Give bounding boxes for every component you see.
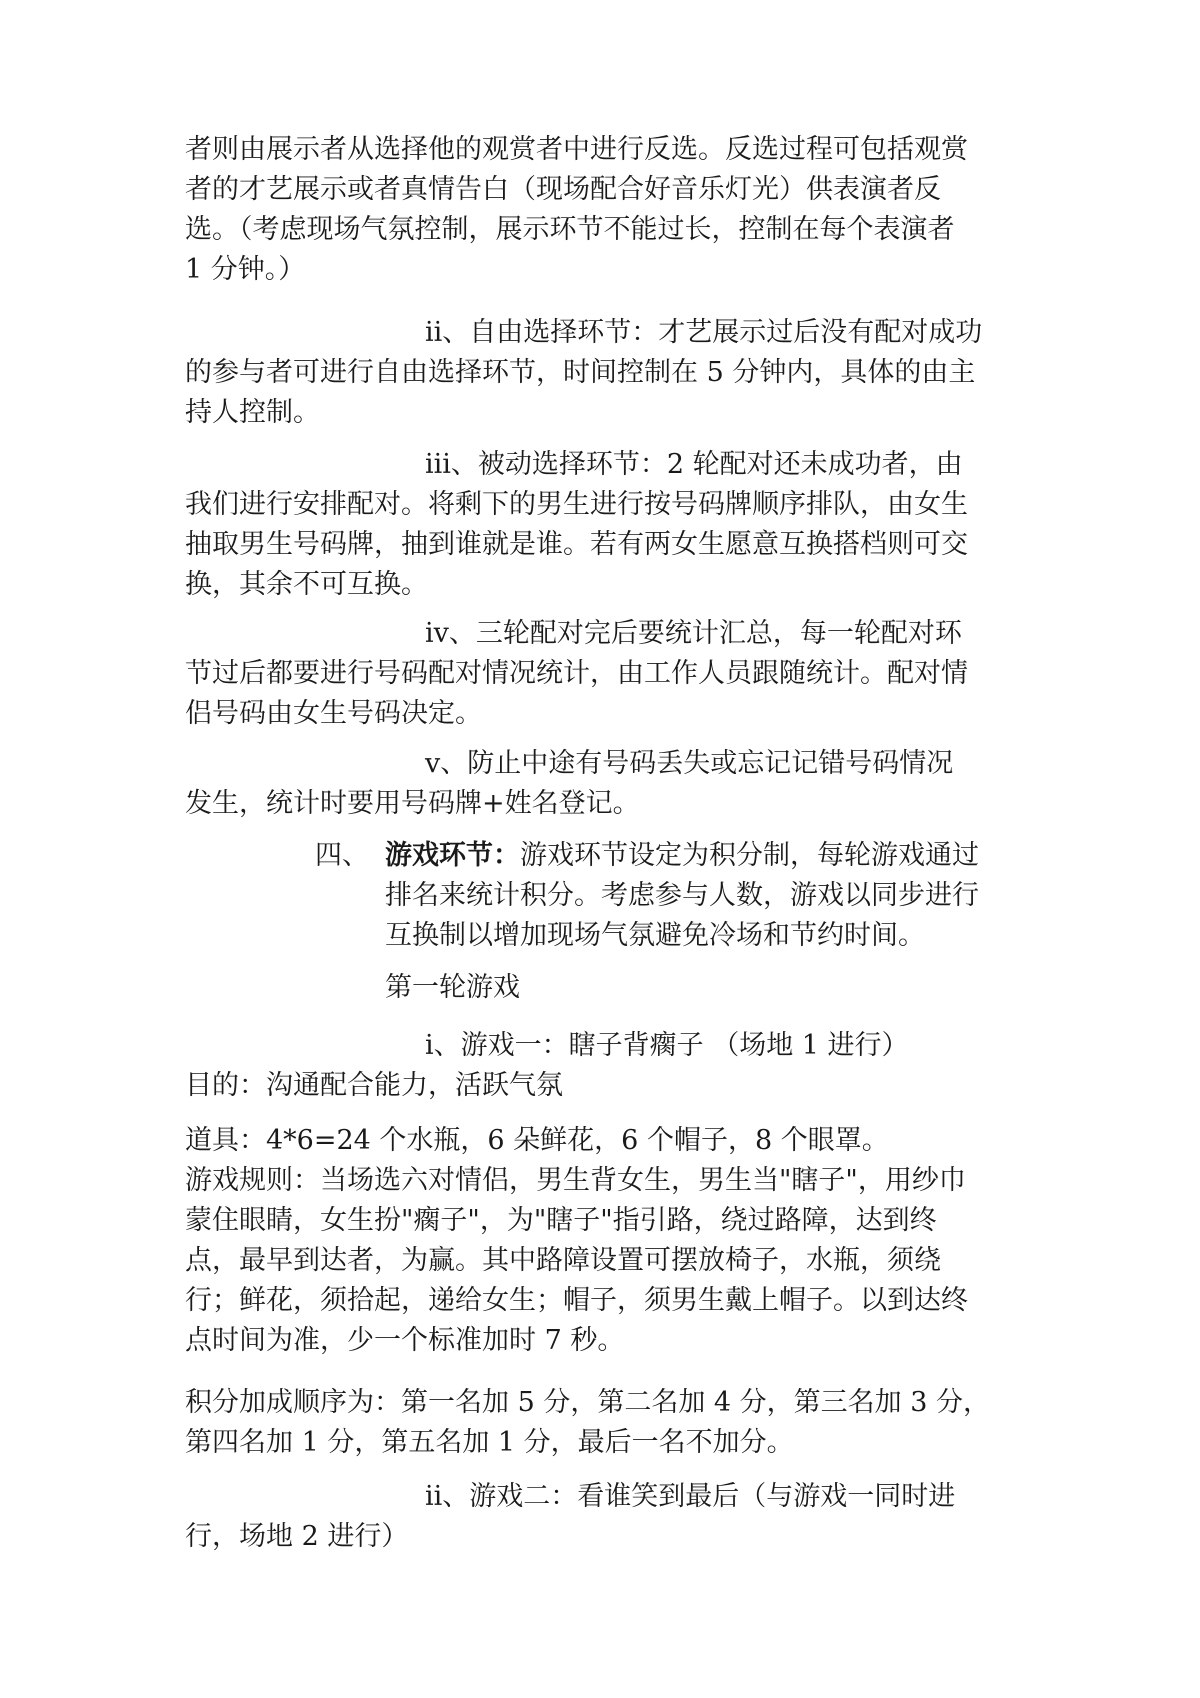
text-line: 互换制以增加现场气氛避免冷场和节约时间。	[385, 920, 925, 951]
paragraph-free-selection	[185, 313, 1015, 433]
section-number: 四、	[315, 840, 369, 871]
game-1-heading: ⅰ、游戏一：瞎子背瘸子 （场地 1 进行）	[425, 1030, 909, 1061]
text-line: 选。（考虑现场气氛控制，展示环节不能过长，控制在每个表演者	[185, 214, 955, 245]
game-1-rule-line: 点时间为准，少一个标准加时 7 秒。	[185, 1325, 625, 1356]
paragraph-number-loss	[185, 744, 1015, 824]
text-line: 者的才艺展示或者真情告白（现场配合好音乐灯光）供表演者反	[185, 174, 941, 205]
game-1-details	[185, 1121, 1015, 1361]
paragraph-statistics	[185, 614, 1015, 734]
section-title: 游戏环节：	[385, 840, 520, 871]
text-line: 的参与者可进行自由选择环节，时间控制在 5 分钟内，具体的由主	[185, 357, 976, 388]
game-1-rule-line: 游戏规则：当场选六对情侣，男生背女生，男生当"瞎子"，用纱巾	[185, 1165, 966, 1196]
text-line: ⅱ、自由选择环节：才艺展示过后没有配对成功	[425, 317, 983, 348]
text-line: ⅴ、防止中途有号码丢失或忘记记错号码情况	[425, 748, 954, 779]
round-1-title: 第一轮游戏	[385, 972, 520, 1003]
scoring-line: 积分加成顺序为：第一名加 5 分，第二名加 4 分，第三名加 3 分，	[185, 1387, 991, 1418]
text-line: ⅲ、被动选择环节：2 轮配对还未成功者，由	[425, 449, 963, 480]
game-1-rule-line: 行；鲜花，须拾起，递给女生；帽子，须男生戴上帽子。以到达终	[185, 1285, 968, 1316]
game-1-props: 道具：4*6=24 个水瓶，6 朵鲜花，6 个帽子，8 个眼罩。	[185, 1125, 889, 1156]
text-line: ⅳ、三轮配对完后要统计汇总，每一轮配对环	[425, 618, 962, 649]
section-game-heading	[315, 836, 1015, 966]
text-line: 我们进行安排配对。将剩下的男生进行按号码牌顺序排队，由女生	[185, 489, 968, 520]
text-line: 1 分钟。）	[185, 254, 306, 285]
game-2-heading: ⅱ、游戏二：看谁笑到最后（与游戏一同时进	[425, 1481, 956, 1512]
paragraph-reverse-selection	[185, 130, 1015, 290]
text-line: 抽取男生号码牌，抽到谁就是谁。若有两女生愿意互换搭档则可交	[185, 529, 968, 560]
game-1-block	[185, 1026, 1015, 1106]
text-line: 侣号码由女生号码决定。	[185, 698, 482, 729]
text-line: 行，场地 2 进行）	[185, 1521, 409, 1552]
round-title	[385, 968, 785, 1008]
text-line: 节过后都要进行号码配对情况统计，由工作人员跟随统计。配对情	[185, 658, 968, 689]
section-body	[385, 836, 1025, 956]
game-1-rule-line: 蒙住眼睛，女生扮"瘸子"，为"瞎子"指引路，绕过路障，达到终	[185, 1205, 937, 1236]
game-1-scoring	[185, 1383, 1015, 1463]
text-line: 者则由展示者从选择他的观赏者中进行反选。反选过程可包括观赏	[185, 134, 968, 165]
paragraph-passive-selection	[185, 445, 1015, 605]
game-1-rule-line: 点，最早到达者，为赢。其中路障设置可摆放椅子，水瓶，须绕	[185, 1245, 941, 1276]
text-line: 持人控制。	[185, 397, 320, 428]
scoring-line: 第四名加 1 分，第五名加 1 分，最后一名不加分。	[185, 1427, 794, 1458]
text-line: 排名来统计积分。考虑参与人数，游戏以同步进行	[385, 880, 979, 911]
text-line: 游戏环节设定为积分制，每轮游戏通过	[520, 840, 979, 871]
text-line: 换，其余不可互换。	[185, 569, 428, 600]
game-2-block	[185, 1477, 1015, 1557]
text-line: 发生，统计时要用号码牌+姓名登记。	[185, 788, 640, 819]
game-1-purpose: 目的：沟通配合能力，活跃气氛	[185, 1070, 563, 1101]
